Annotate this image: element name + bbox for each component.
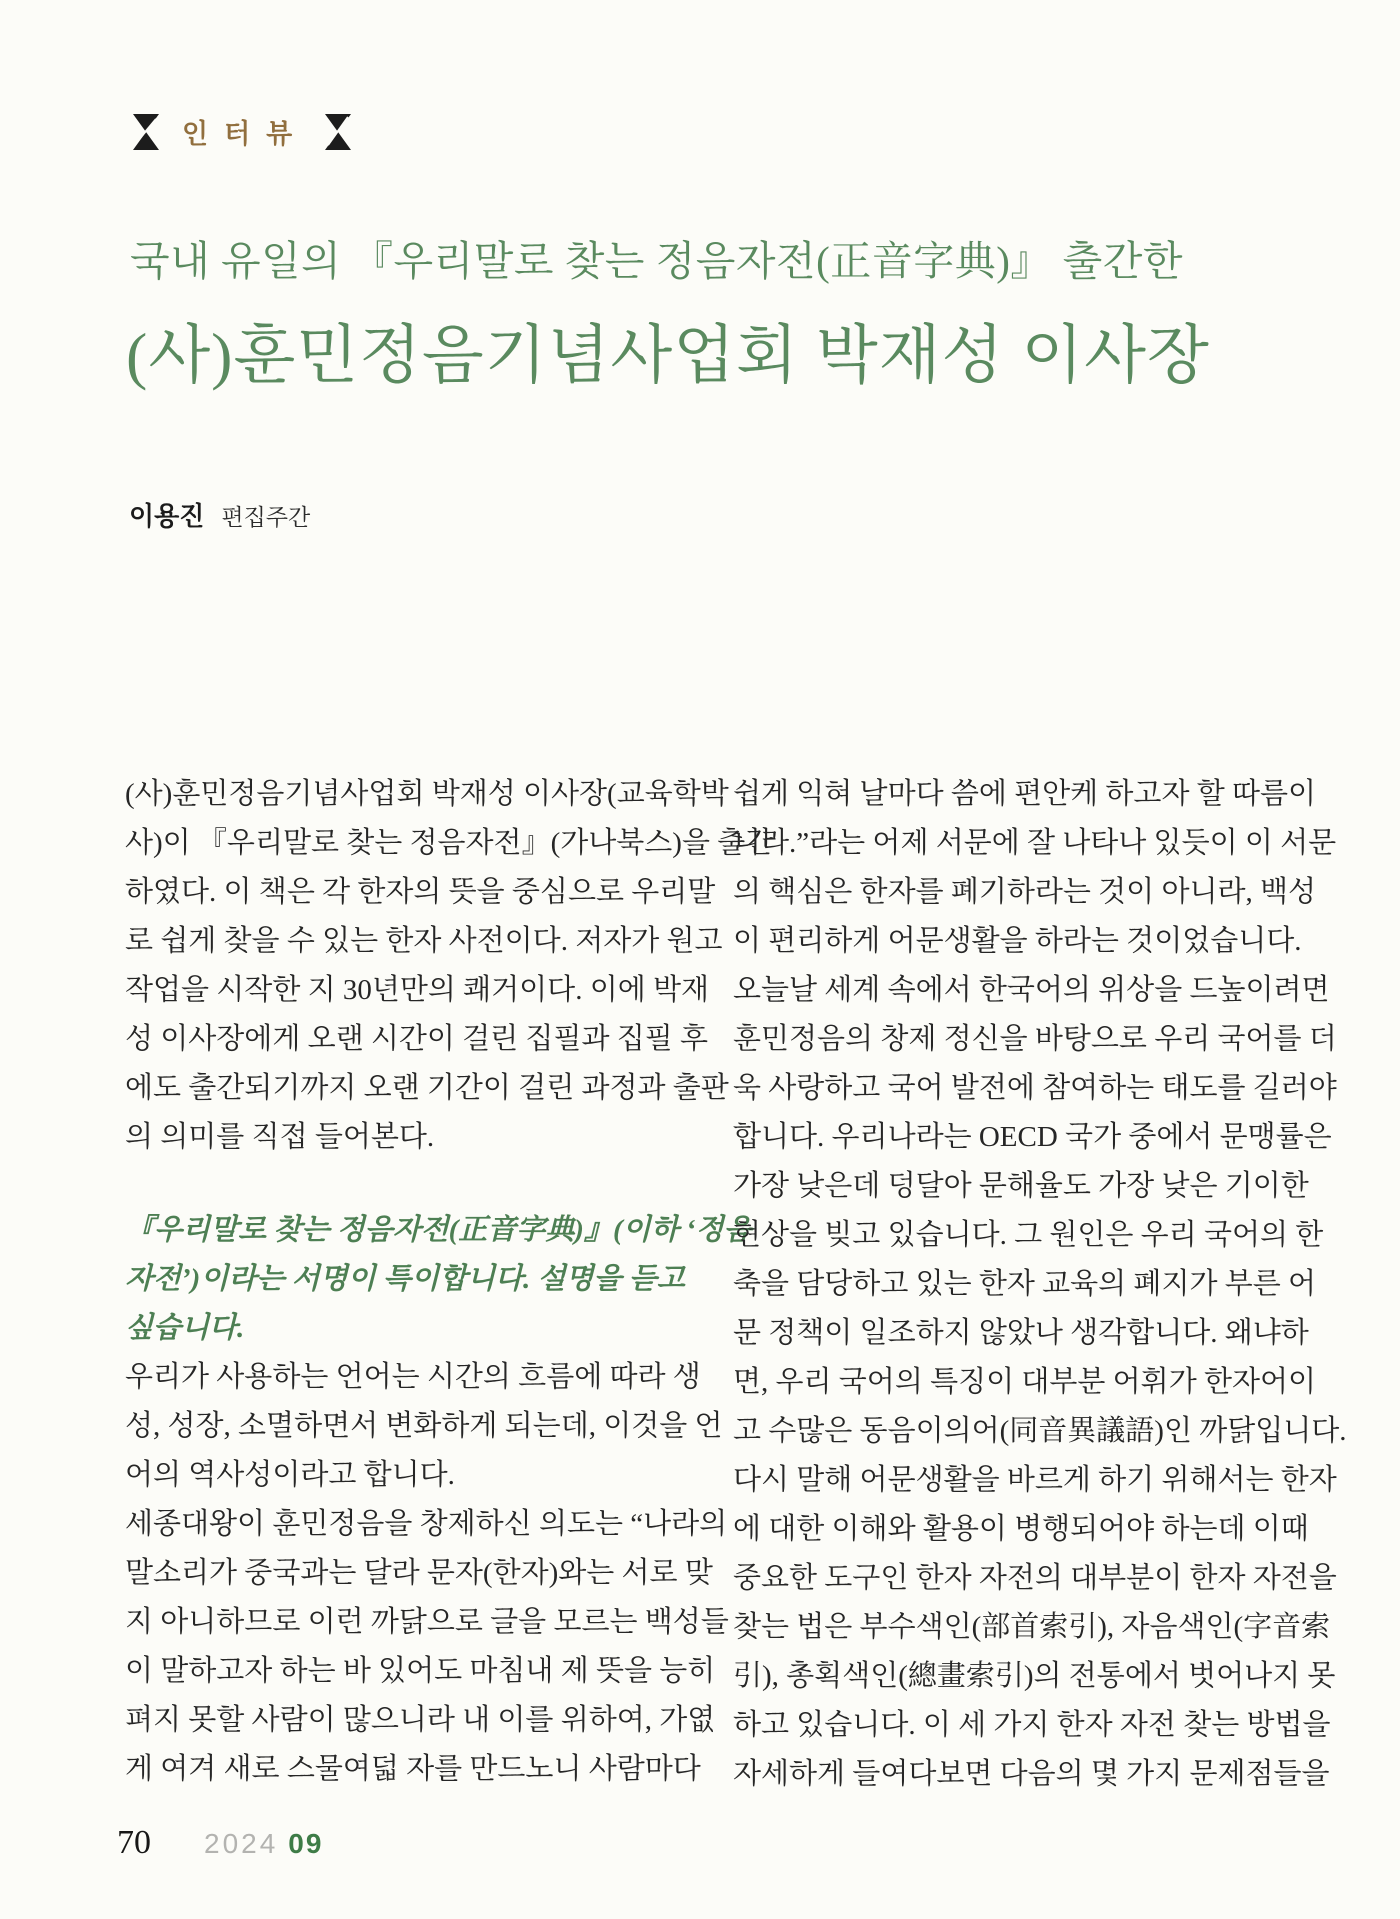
- article-subtitle: 국내 유일의 『우리말로 찾는 정음자전(正音字典)』 출간한: [130, 238, 1183, 284]
- text-line: 사)이 『우리말로 찾는 정음자전』(가나북스)을 출간: [125, 827, 774, 859]
- page-footer: [117, 1824, 323, 1862]
- question-heading: [125, 1206, 752, 1353]
- text-line: 의 의미를 직접 들어본다.: [125, 1121, 435, 1153]
- text-line: 훈민정음의 창제 정신을 바탕으로 우리 국어를 더: [733, 1023, 1337, 1055]
- text-line: 에도 출간되기까지 오랜 기간이 걸린 과정과 출판: [125, 1072, 729, 1104]
- text-line: (사)훈민정음기념사업회 박재성 이사장(교육학박: [125, 778, 729, 810]
- text-line: 현상을 빚고 있습니다. 그 원인은 우리 국어의 한: [733, 1219, 1324, 1251]
- text-line: 게 여겨 새로 스물여덟 자를 만드노니 사람마다: [125, 1753, 701, 1785]
- paragraph: [125, 1353, 723, 1500]
- paragraph: [125, 770, 774, 1162]
- text-line: 성, 성장, 소멸하면서 변화하게 되는데, 이것을 언: [125, 1410, 723, 1442]
- text-line: 펴지 못할 사람이 많으니라 내 이를 위하여, 가엾: [125, 1704, 716, 1736]
- footer-month: 09: [288, 1828, 324, 1859]
- text-line: 로 쉽게 찾을 수 있는 한자 사전이다. 저자가 원고: [125, 925, 723, 957]
- text-line: 하였다. 이 책은 각 한자의 뜻을 중심으로 우리말: [125, 876, 716, 908]
- text-line: 합니다. 우리나라는 OECD 국가 중에서 문맹률은: [733, 1121, 1332, 1153]
- paragraph: [125, 1500, 729, 1794]
- text-line: 가장 낮은데 덩달아 문해율도 가장 낮은 기이한: [733, 1170, 1309, 1202]
- text-line: 문 정책이 일조하지 않았나 생각합니다. 왜냐하: [733, 1317, 1309, 1349]
- article-title: (사)훈민정음기념사업회 박재성 이사장: [126, 320, 1210, 391]
- paragraph: [733, 966, 1347, 1456]
- text-line: 자전’)이라는 서명이 특이합니다. 설명을 듣고: [125, 1263, 685, 1295]
- paragraph: [733, 1456, 1337, 1799]
- article-body: [125, 770, 1347, 1799]
- text-line: 욱 사랑하고 국어 발전에 참여하는 태도를 길러야: [733, 1072, 1337, 1104]
- text-line: 지 아니하므로 이런 까닭으로 글을 모르는 백성들: [125, 1606, 729, 1638]
- text-line: 이 말하고자 하는 바 있어도 마침내 제 뜻을 능히: [125, 1655, 716, 1687]
- right-column: [733, 770, 1347, 1799]
- text-line: 말소리가 중국과는 달라 문자(한자)와는 서로 맞: [125, 1557, 713, 1589]
- text-line: 니라.”라는 어제 서문에 잘 나타나 있듯이 이 서문: [733, 827, 1337, 859]
- text-line: 작업을 시작한 지 30년만의 쾌거이다. 이에 박재: [125, 974, 710, 1006]
- text-line: 세종대왕이 훈민정음을 창제하신 의도는 “나라의: [125, 1508, 728, 1540]
- text-line: 오늘날 세계 속에서 한국어의 위상을 드높이려면: [733, 974, 1330, 1006]
- author-role: 편집주간: [221, 504, 311, 530]
- text-line: 자세하게 들여다보면 다음의 몇 가지 문제점들을: [733, 1758, 1330, 1790]
- section-badge-label: 인터뷰: [182, 119, 309, 149]
- page-number: 70: [117, 1824, 151, 1861]
- right-stamp-ornament-icon: [324, 113, 352, 151]
- author-name: 이용진: [129, 501, 205, 531]
- text-line: 引), 총획색인(總畫索引)의 전통에서 벗어나지 못: [733, 1660, 1336, 1692]
- left-column: [125, 770, 774, 1799]
- text-line: 의 핵심은 한자를 폐기하라는 것이 아니라, 백성: [733, 876, 1317, 908]
- text-line: 다시 말해 어문생활을 바르게 하기 위해서는 한자: [733, 1464, 1337, 1496]
- footer-year: 2024: [204, 1828, 279, 1859]
- text-line: 이 편리하게 어문생활을 하라는 것이었습니다.: [733, 925, 1302, 957]
- text-line: 중요한 도구인 한자 자전의 대부분이 한자 자전을: [733, 1562, 1337, 1594]
- text-line: 『우리말로 찾는 정음자전(正音字典)』(이하 ‘정음: [125, 1214, 752, 1246]
- text-line: 면, 우리 국어의 특징이 대부분 어휘가 한자어이: [733, 1366, 1317, 1398]
- text-line: 쉽게 익혀 날마다 씀에 편안케 하고자 할 따름이: [733, 778, 1317, 810]
- text-line: 축을 담당하고 있는 한자 교육의 폐지가 부른 어: [733, 1268, 1317, 1300]
- left-stamp-ornament-icon: [132, 113, 160, 151]
- text-line: 우리가 사용하는 언어는 시간의 흐름에 따라 생: [125, 1361, 701, 1393]
- section-badge: [132, 112, 352, 151]
- text-line: 하고 있습니다. 이 세 가지 한자 자전 찾는 방법을: [733, 1709, 1331, 1741]
- text-line: 에 대한 이해와 활용이 병행되어야 하는데 이때: [733, 1513, 1309, 1545]
- text-line: 찾는 법은 부수색인(部首索引), 자음색인(字音索: [733, 1611, 1331, 1643]
- byline: [129, 496, 310, 533]
- paragraph: [733, 770, 1337, 966]
- text-line: 어의 역사성이라고 합니다.: [125, 1459, 455, 1491]
- text-line: 싶습니다.: [125, 1312, 245, 1344]
- text-line: 성 이사장에게 오랜 시간이 걸린 집필과 집필 후: [125, 1023, 709, 1055]
- text-line: 고 수많은 동음이의어(同音異議語)인 까닭입니다.: [733, 1415, 1347, 1447]
